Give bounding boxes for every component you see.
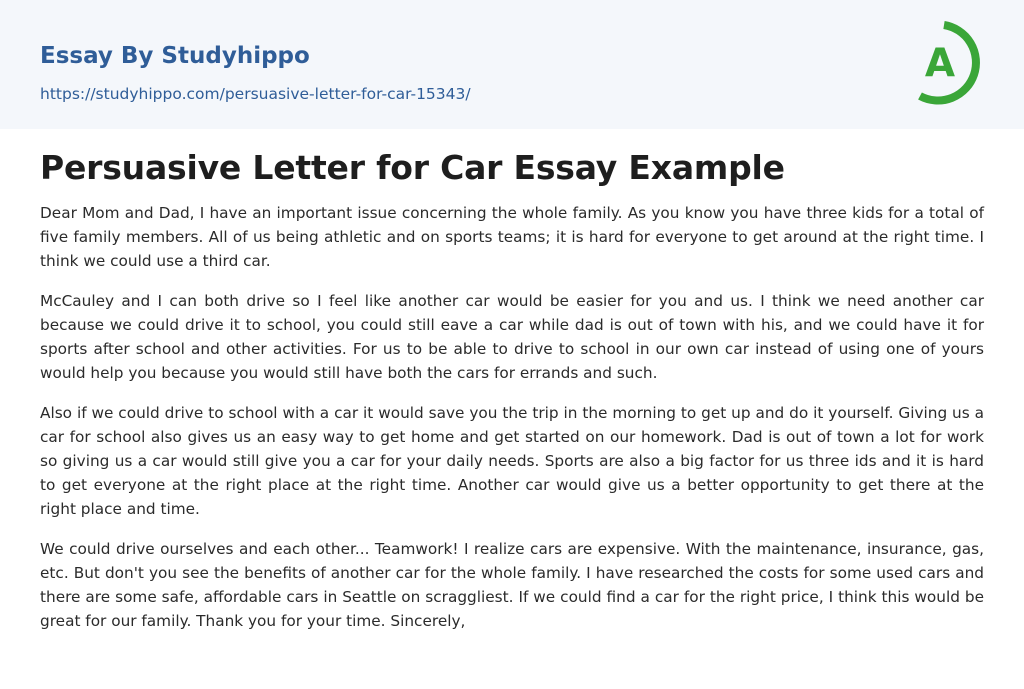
essay-paragraph: Also if we could drive to school with a car it would save you the trip in the morning to get up and do it yourself. Giving us a car for school also gives us an easy way to get home and get started on our homework. Dad is out of town a lot for work so giving us a car would still give you a car for your daily needs. Sports are also a big factor for us three ids and it is hard to get everyone at the right place at the right time. Another car would give us a better opportunity to get there at the right place and time. bbox=[40, 404, 984, 518]
logo-icon bbox=[906, 16, 990, 108]
essay-paragraph: McCauley and I can both drive so I feel like another car would be easier for you and us. I think we need another car because we could drive it to school, you could still eave a car while dad is out of town with his, and we could have it for sports after school and other activities. For us to be able to drive to school in our own car instead of using one of yours would help you because you would still have both the cars for errands and such. bbox=[40, 292, 984, 382]
essay-url-link[interactable]: https://studyhippo.com/persuasive-letter-for-car-15343/ bbox=[40, 85, 471, 103]
essay-paragraph: Dear Mom and Dad, I have an important issue concerning the whole family. As you know you have three kids for a total of five family members. All of us being athletic and on sports teams; it is hard for everyone to get around at the right time. I think we could use a third car. bbox=[40, 204, 984, 270]
essay-paragraph: We could drive ourselves and each other... Teamwork! I realize cars are expensive. With the maintenance, insurance, gas, etc. But don't you see the benefits of another car for the whole family. I have researched the costs for some used cars and there are some safe, affordable cars in Seattle on scraggliest. If we could find a car for the right price, I think this would be great for our family. Thank you for your time. Sincerely, bbox=[40, 540, 984, 630]
site-title[interactable]: Essay By Studyhippo bbox=[40, 43, 310, 69]
essay-content bbox=[40, 146, 984, 633]
site-header bbox=[0, 0, 1024, 129]
logo-letter: A bbox=[924, 41, 956, 86]
studyhippo-logo[interactable] bbox=[906, 16, 990, 108]
page-title: Persuasive Letter for Car Essay Example bbox=[40, 148, 785, 187]
